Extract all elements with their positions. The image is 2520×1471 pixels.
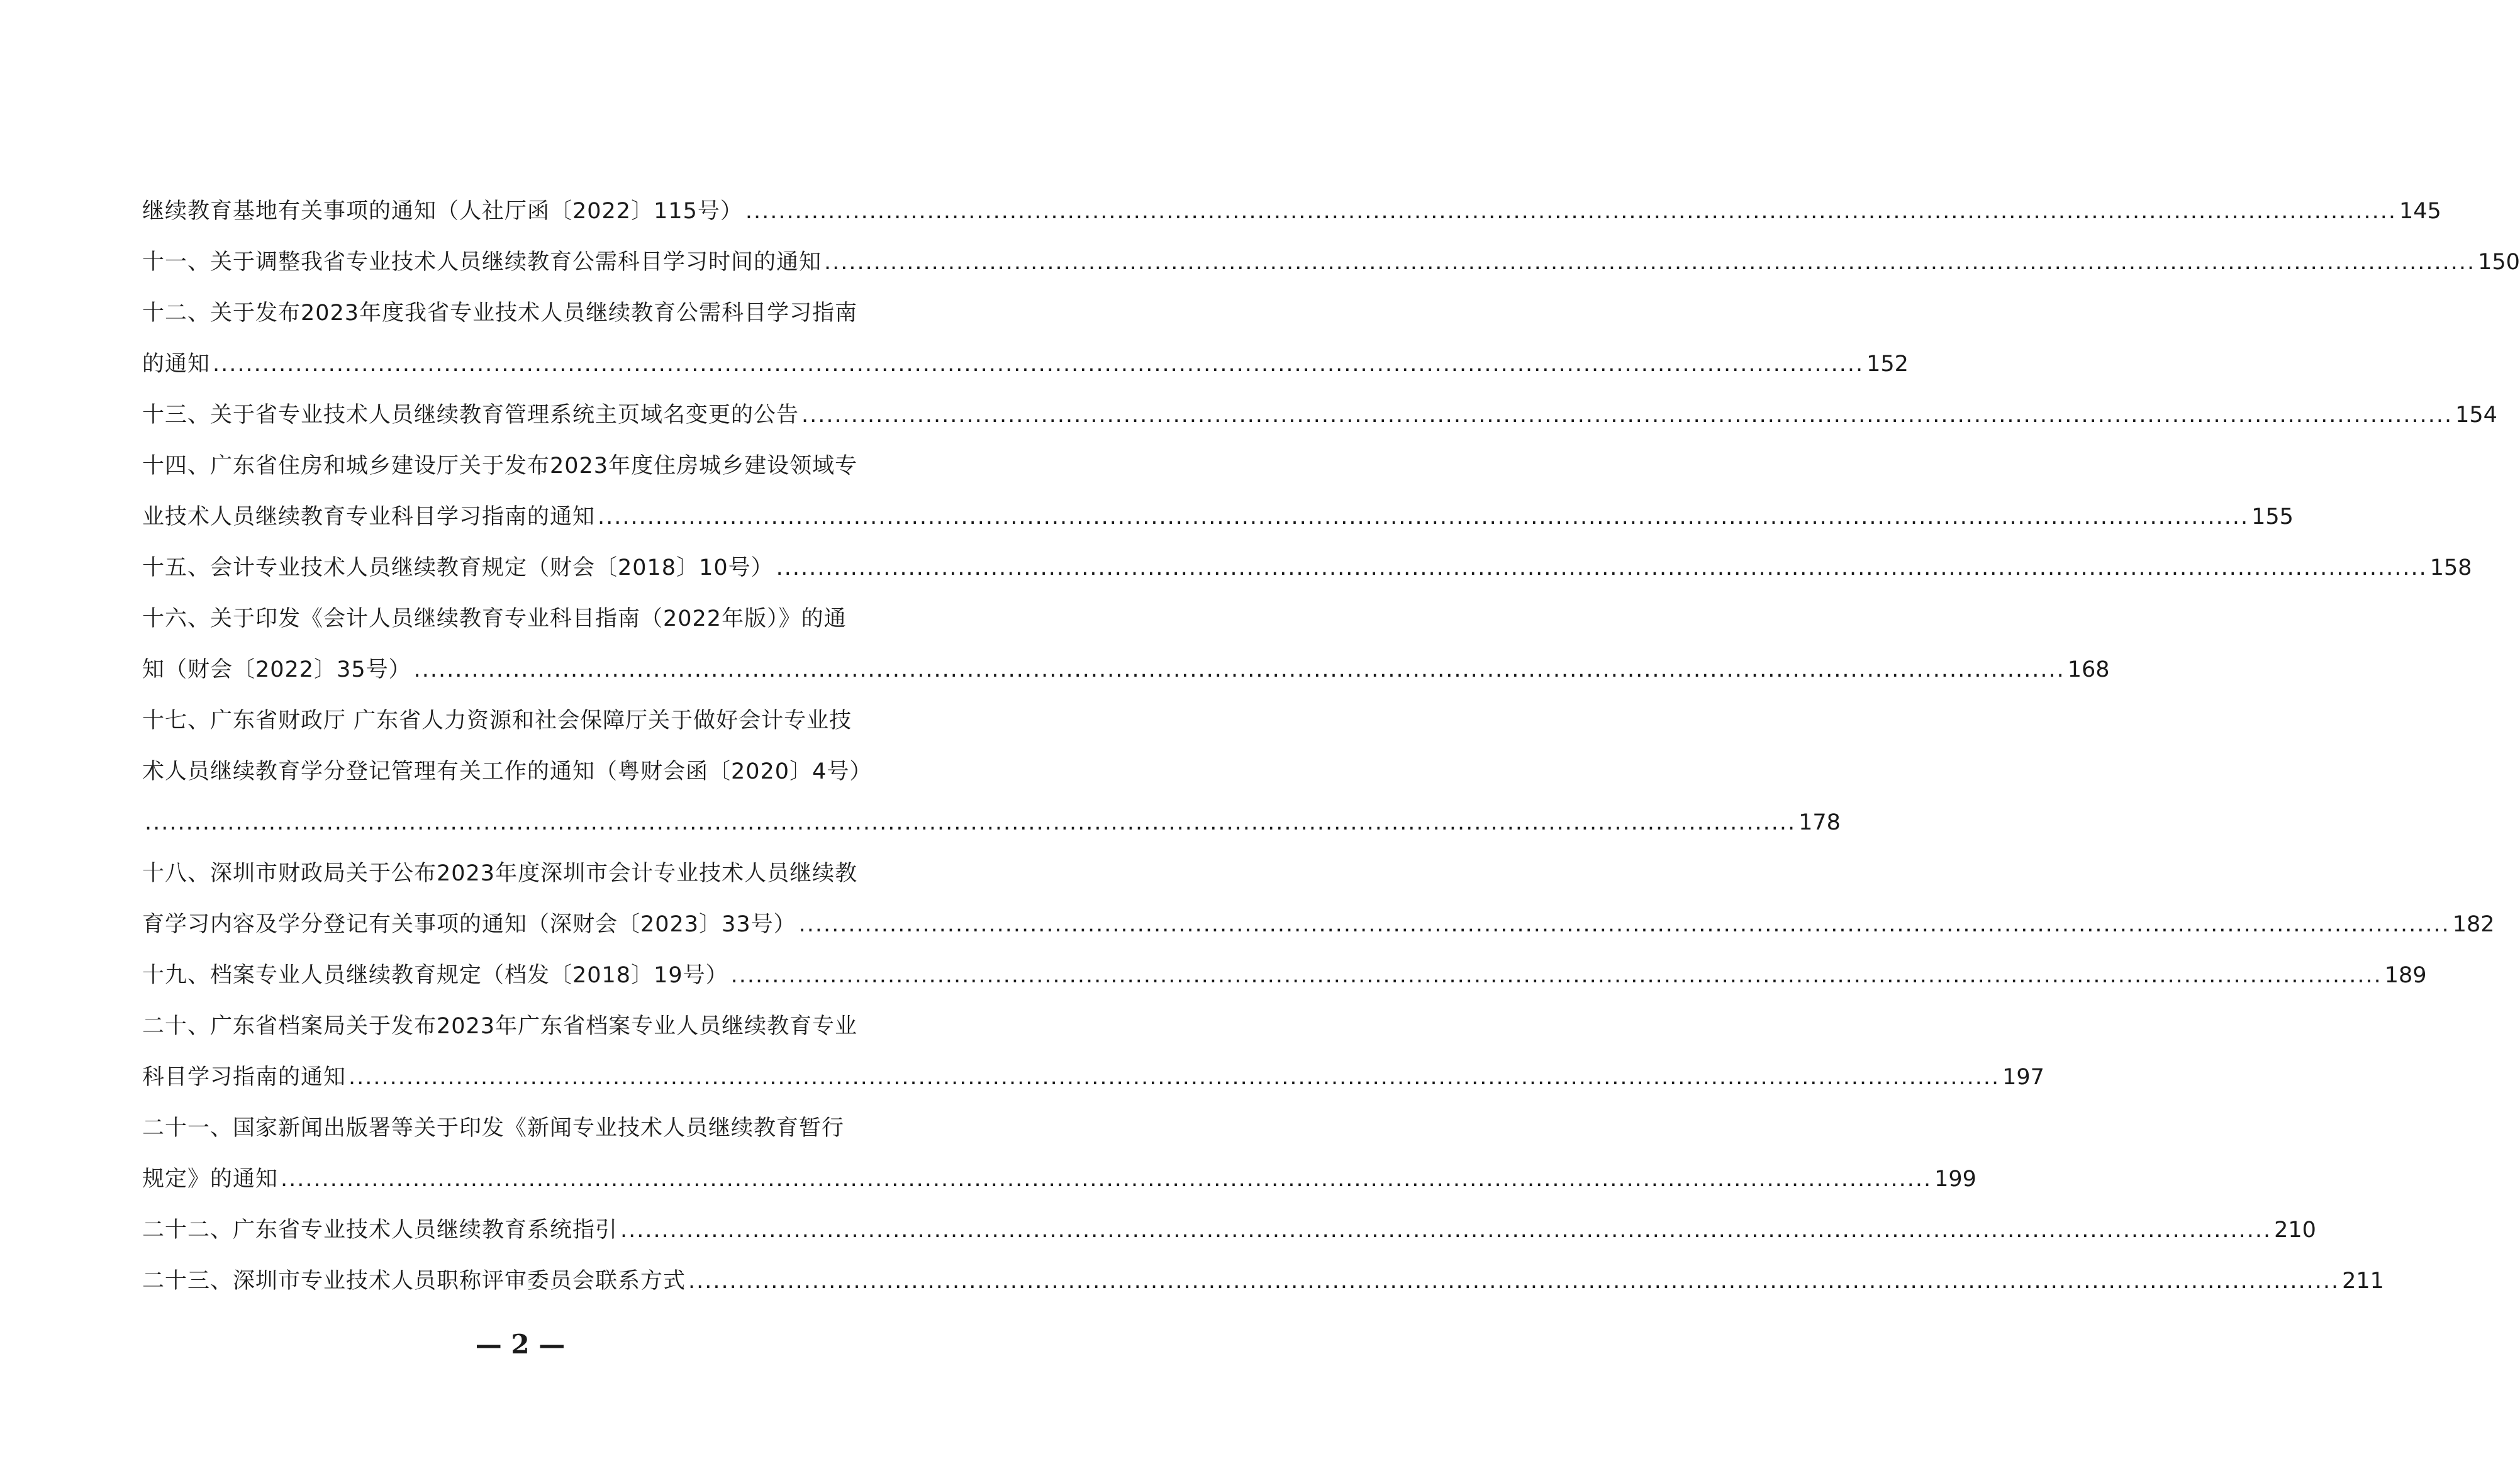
toc-page-number: 145 bbox=[2399, 199, 2441, 224]
toc-entry-last-line bbox=[142, 1205, 2316, 1256]
leader-dots: ........................................................................................................................................................................................................ bbox=[598, 504, 2250, 530]
toc-page-number: 168 bbox=[2067, 657, 2110, 682]
toc-entry[interactable] bbox=[142, 1001, 2044, 1103]
toc-entry[interactable] bbox=[142, 441, 2294, 543]
leader-dots: ........................................................................................................................................................................................................ bbox=[730, 963, 2382, 988]
page-number: — 2 — bbox=[475, 1329, 566, 1360]
toc-entry-title: 二十三、深圳市专业技术人员职称评审委员会联系方式 bbox=[142, 1268, 686, 1294]
toc-entry[interactable] bbox=[142, 696, 1841, 848]
toc-entry-title: 科目学习指南的通知 bbox=[142, 1065, 347, 1090]
toc-entry-title: 规定》的通知 bbox=[142, 1167, 279, 1192]
toc-entry-last-line bbox=[142, 390, 2497, 441]
toc-entry-last-line bbox=[142, 339, 1909, 390]
toc-entry-line: 十四、广东省住房和城乡建设厅关于发布2023年度住房城乡建设领域专 bbox=[142, 453, 858, 479]
toc-entry-last-line bbox=[142, 645, 2110, 696]
toc-entry-title: 二十二、广东省专业技术人员继续教育系统指引 bbox=[142, 1218, 618, 1243]
leader-dots: ........................................................................................................................................................................................................ bbox=[798, 912, 2450, 937]
toc-entry[interactable] bbox=[142, 390, 2497, 441]
toc-entry-last-line bbox=[142, 1154, 1976, 1205]
toc-entry-line: 二十、广东省档案局关于发布2023年广东省档案专业人员继续教育专业 bbox=[142, 1014, 858, 1039]
toc-entry-title: 育学习内容及学分登记有关事项的通知（深财会〔2023〕33号） bbox=[142, 912, 796, 937]
toc-entry[interactable] bbox=[142, 1205, 2316, 1256]
toc-entry-last-line bbox=[142, 797, 1841, 848]
toc-page-number: 211 bbox=[2342, 1268, 2384, 1294]
toc-entry-title: 业技术人员继续教育专业科目学习指南的通知 bbox=[142, 504, 596, 530]
toc-page-number: 189 bbox=[2384, 963, 2427, 988]
toc-entry-title: 继续教育基地有关事项的通知（人社厅函〔2022〕115号） bbox=[142, 199, 743, 224]
toc-entry[interactable] bbox=[142, 186, 2441, 237]
toc-page-number: 152 bbox=[1866, 352, 1909, 377]
toc-page-number: 182 bbox=[2452, 912, 2495, 937]
toc-entry-title: 十九、档案专业人员继续教育规定（档发〔2018〕19号） bbox=[142, 963, 728, 988]
leader-dots: ........................................................................................................................................................................................................ bbox=[745, 199, 2397, 224]
toc-page-number: 150 bbox=[2478, 250, 2520, 275]
toc-entry-last-line bbox=[142, 543, 2472, 594]
toc-page-number: 154 bbox=[2455, 402, 2497, 428]
toc-entry[interactable] bbox=[142, 543, 2472, 594]
toc-entry-last-line bbox=[142, 899, 2495, 950]
toc-entry-last-line bbox=[142, 186, 2441, 237]
toc-entry[interactable] bbox=[142, 594, 2110, 696]
leader-dots: ........................................................................................................................................................................................................ bbox=[688, 1268, 2340, 1294]
toc-entry-last-line bbox=[142, 950, 2427, 1001]
leader-dots: ........................................................................................................................................................................................................ bbox=[281, 1167, 1932, 1192]
toc-entry[interactable] bbox=[142, 848, 2495, 950]
leader-dots: ........................................................................................................................................................................................................ bbox=[413, 657, 2065, 682]
toc-entry-line: 术人员继续教育学分登记管理有关工作的通知（粤财会函〔2020〕4号） bbox=[142, 759, 873, 784]
toc-entry-line: 十六、关于印发《会计人员继续教育专业科目指南（2022年版）》的通 bbox=[142, 606, 847, 631]
leader-dots: ........................................................................................................................................................................................................ bbox=[824, 250, 2476, 275]
leader-dots: ........................................................................................................................................................................................................ bbox=[348, 1065, 2000, 1090]
toc-entry-line: 十八、深圳市财政局关于公布2023年度深圳市会计专业技术人员继续教 bbox=[142, 861, 858, 886]
toc-entry-last-line bbox=[142, 492, 2294, 543]
toc-entry-last-line bbox=[142, 1256, 2384, 1307]
toc-entry[interactable] bbox=[142, 1103, 1976, 1205]
toc-page-number: 155 bbox=[2251, 504, 2294, 530]
toc-page-number: 178 bbox=[1798, 810, 1841, 835]
toc-entry-title: 知（财会〔2022〕35号） bbox=[142, 657, 411, 682]
toc-entry-line: 二十一、国家新闻出版署等关于印发《新闻专业技术人员继续教育暂行 bbox=[142, 1116, 845, 1141]
leader-dots: ........................................................................................................................................................................................................ bbox=[213, 352, 1865, 377]
toc-entry-title: 的通知 bbox=[142, 352, 211, 377]
table-of-contents bbox=[142, 186, 2520, 1307]
toc-page-number: 210 bbox=[2274, 1218, 2316, 1243]
toc-entry[interactable] bbox=[142, 237, 2520, 288]
toc-entry[interactable] bbox=[142, 950, 2427, 1001]
toc-entry[interactable] bbox=[142, 1256, 2384, 1307]
toc-entry-title: 十三、关于省专业技术人员继续教育管理系统主页域名变更的公告 bbox=[142, 402, 800, 428]
toc-page-number: 199 bbox=[1934, 1167, 1976, 1192]
toc-page-number: 197 bbox=[2002, 1065, 2044, 1090]
toc-entry-line: 十二、关于发布2023年度我省专业技术人员继续教育公需科目学习指南 bbox=[142, 301, 858, 326]
toc-entry[interactable] bbox=[142, 288, 1909, 390]
toc-page-number: 158 bbox=[2429, 555, 2472, 580]
toc-entry-last-line bbox=[142, 237, 2520, 288]
leader-dots: ........................................................................................................................................................................................................ bbox=[145, 810, 1797, 835]
toc-entry-title: 十五、会计专业技术人员继续教育规定（财会〔2018〕10号） bbox=[142, 555, 774, 580]
leader-dots: ........................................................................................................................................................................................................ bbox=[620, 1218, 2272, 1243]
toc-entry-line: 十七、广东省财政厅 广东省人力资源和社会保障厅关于做好会计专业技 bbox=[142, 708, 852, 733]
leader-dots: ........................................................................................................................................................................................................ bbox=[801, 402, 2453, 428]
toc-entry-last-line bbox=[142, 1052, 2044, 1103]
toc-entry-title: 十一、关于调整我省专业技术人员继续教育公需科目学习时间的通知 bbox=[142, 250, 822, 275]
leader-dots: ........................................................................................................................................................................................................ bbox=[776, 555, 2428, 580]
